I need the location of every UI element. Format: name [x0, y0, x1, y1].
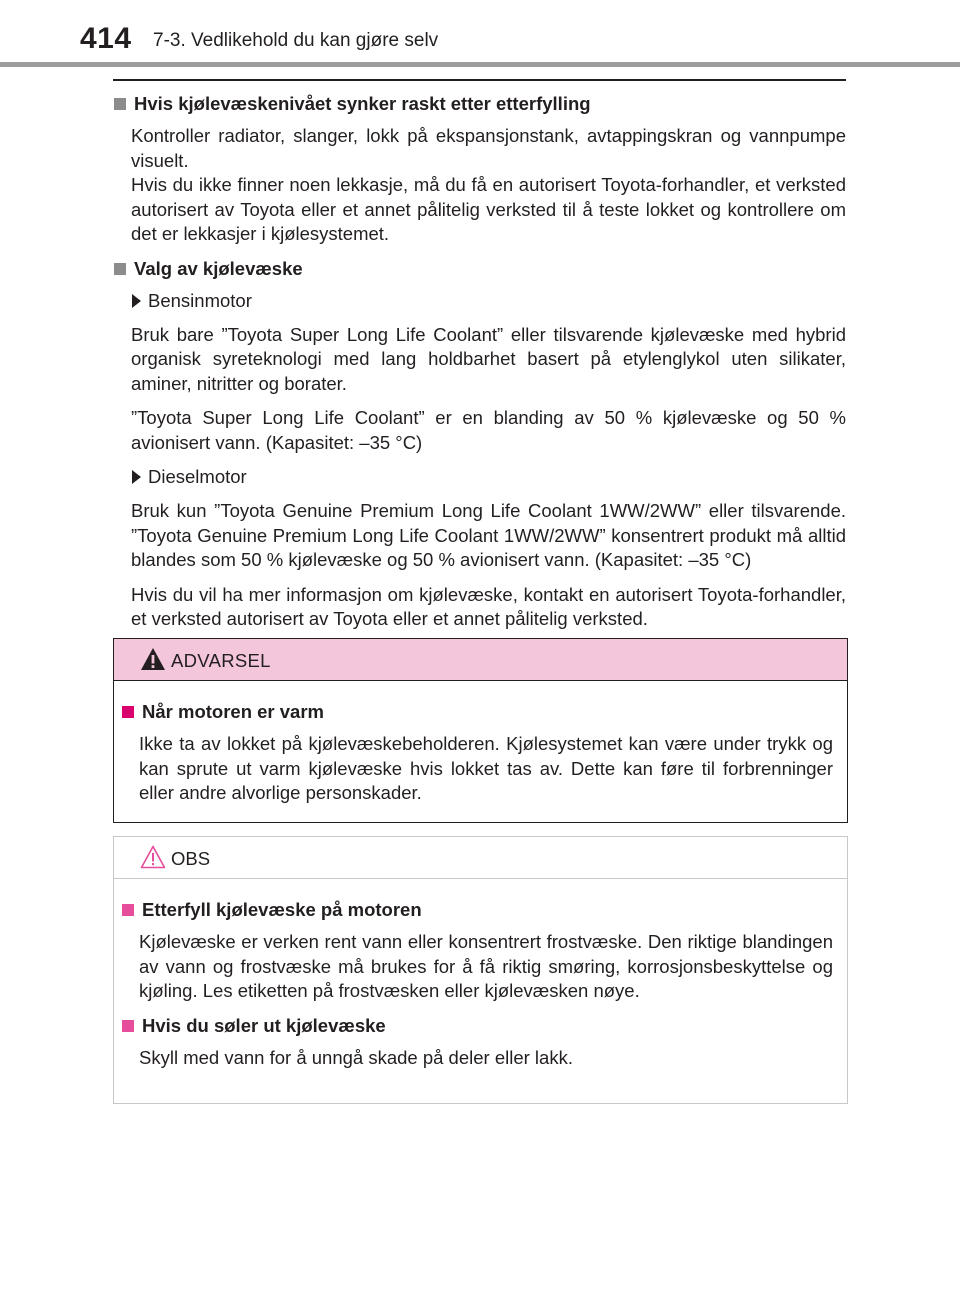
paragraph-text: Kontroller radiator, slanger, lokk på ekspansjonstank, avtappingskran og vannpumpe visuelt. [131, 125, 846, 171]
section-divider [113, 79, 846, 81]
warning-heading [121, 700, 833, 724]
triangle-right-icon [132, 294, 141, 308]
paragraph-text: Bruk bare ”Toyota Super Long Life Coolant” eller tilsvarende kjølevæske med hybrid organisk syreteknologi med lang holdbarhet basert på etylenglykol uten silikater, aminer, nitritter og borater. [131, 323, 846, 394]
square-bullet-icon [122, 904, 134, 916]
main-content [113, 79, 846, 632]
square-bullet-icon [114, 263, 126, 275]
notice-heading [121, 1014, 833, 1038]
engine-type-item [113, 289, 846, 313]
heading-text: Hvis kjølevæskenivået synker raskt etter etterfylling [134, 93, 591, 114]
warning-box [113, 638, 848, 823]
heading-text: Etterfyll kjølevæske på motoren [142, 899, 422, 920]
notice-text [121, 1046, 833, 1071]
heading-text: Når motoren er varm [142, 701, 324, 722]
triangle-right-icon [132, 470, 141, 484]
paragraph [113, 583, 846, 632]
warning-label: ADVARSEL [171, 650, 271, 671]
notice-text [121, 930, 833, 1004]
page-header [0, 0, 960, 68]
notice-header [114, 837, 847, 879]
section-heading [113, 92, 846, 116]
paragraph [113, 124, 846, 247]
engine-type-label: Dieselmotor [148, 466, 247, 487]
notice-label: OBS [171, 848, 211, 869]
section-heading [113, 257, 846, 281]
notice-heading [121, 898, 833, 922]
paragraph-text: Ikke ta av lokket på kjølevæskebeholderen. Kjølesystemet kan være under trykk og kan sprute ut varm kjølevæske hvis lokket tas av. Dette kan føre til forbrenninger eller andre alvorlige personskader. [139, 733, 833, 803]
paragraph [113, 406, 846, 455]
header-rule [0, 62, 960, 67]
paragraph-text: Hvis du vil ha mer informasjon om kjølevæske, kontakt en autorisert Toyota-forhandler, et verksted autorisert av Toyota eller et annet pålitelig verksted. [131, 583, 846, 629]
square-bullet-icon [122, 1020, 134, 1032]
warning-body [114, 681, 847, 806]
paragraph-text: Bruk kun ”Toyota Genuine Premium Long Life Coolant 1WW/2WW” eller tilsvarende. ”Toyota Genuine Premium Long Life Coolant 1WW/2WW” konsentrert produkt må alltid blandes som 50 % kjølevæske og 50 % avionisert vann. (Kapasitet: –35 °C) [131, 500, 846, 570]
engine-type-item [113, 465, 846, 489]
paragraph-text: Kjølevæske er verken rent vann eller konsentrert frostvæske. Den riktige blandingen av vann og frostvæske må brukes for å få riktig smøring, korrosjonsbeskyttelse og kjøling. Les etiketten på frostvæsken eller kjølevæsken nøye. [139, 931, 833, 1001]
warning-triangle-icon [140, 647, 166, 671]
square-bullet-icon [114, 98, 126, 110]
paragraph-text: Skyll med vann for å unngå skade på deler eller lakk. [139, 1046, 573, 1068]
notice-body [114, 879, 847, 1070]
warning-header [114, 639, 847, 681]
paragraph-text: Hvis du ikke finner noen lekkasje, må du få en autorisert Toyota-forhandler, et verksted autorisert av Toyota eller et annet pålitelig verksted til å teste lokket og kontrollere om det er lekkasjer i kjølesystemet. [131, 174, 846, 244]
notice-box [113, 836, 848, 1104]
paragraph [113, 323, 846, 397]
warning-text [121, 732, 833, 806]
section-title: 7-3. Vedlikehold du kan gjøre selv [153, 30, 439, 51]
caution-triangle-outline-icon [140, 845, 166, 869]
paragraph-text: ”Toyota Super Long Life Coolant” er en blanding av 50 % kjølevæske og 50 % avionisert vann. (Kapasitet: –35 °C) [131, 407, 846, 453]
heading-text: Hvis du søler ut kjølevæske [142, 1014, 386, 1036]
heading-text: Valg av kjølevæske [134, 257, 303, 279]
page-number: 414 [80, 22, 132, 55]
paragraph [113, 499, 846, 573]
square-bullet-icon [122, 706, 134, 718]
engine-type-label: Bensinmotor [148, 289, 252, 311]
